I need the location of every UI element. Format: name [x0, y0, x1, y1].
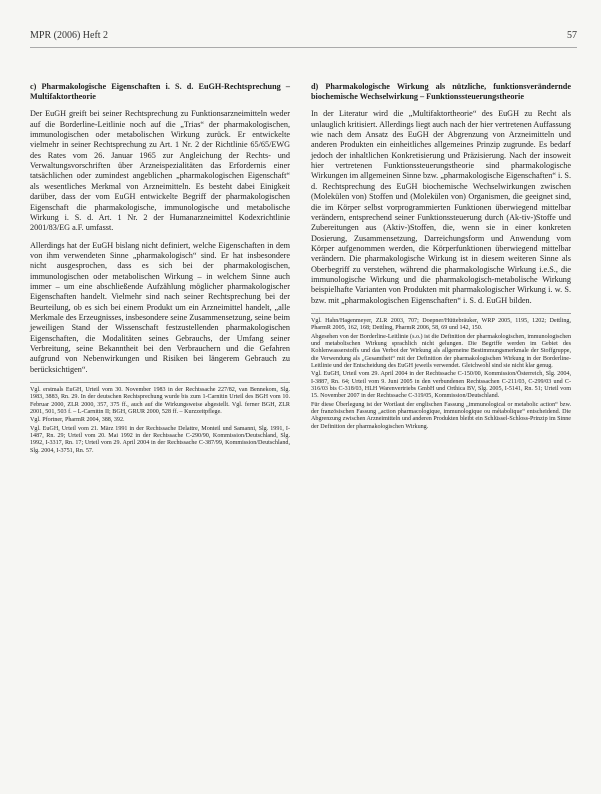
- page-number: 57: [567, 30, 577, 41]
- footnotes: [30, 382, 290, 455]
- footnote: Vgl. Pfortner, PharmR 2004, 388, 392.: [30, 417, 125, 424]
- paragraph: In der Literatur wird die „Multifaktortheorie“ des EuGH zu Recht als unlauglich kritisiert. Allerdings liegt auch nach der hier vertretenen Auffassung wie nach dem Ansatz des EuGH der Abgrenzung von Arzneimitteln und anderen Produkten ein einheitliches allgemeines Prinzip zugrunde. Es bedarf jedoch der inhaltlichen Konkretisierung und Präzisierung. Nach der insoweit hier vertretenen Funktionssteuerungstheorie sind pharmakologische Wirkungen im allgemeinen Sinne bzw. „pharmakologische Eigenschaften“ i. S. d. Rechtsprechung des EuGH biochemische Wechselwirkungen zwischen (Molekülen von) Stoffen und (Molekülen von) Organismen, die geeignet sind, die im Körper selbst vorprogrammierten Funktionen überwiegend mittelbar verändern, entsprechend seiner Funktionssteuerung durch (Ak-tiv-)Stoffe und Zubereitungen aus (Aktiv-)Stoffen, die, wenn sie in einer konkreten Dosierung, Zusammensetzung, Darreichungsform und Anwendung vom Körper aufgenommen werden, die Körperfunktionen überwiegend mittelbar verändern. Die pharmakologische Wirkung ist in diesem weiteren Sinne als Oberbegriff zu verstehen, während die pharmakologische Wirkung i.e.S., die immunologische Wirkung und die pharmakologisch-metabolische Wirkung beispielhafte Varianten von Produkten mit pharmakologischer Wirkung i. w. S. bzw. mit „pharmakologischen Eigenschaften“ i. S. d. EuGH bilden.: [311, 109, 571, 305]
- footnotes: [311, 313, 571, 431]
- running-header: [30, 30, 577, 41]
- header-rule: [30, 47, 577, 48]
- paragraph: Der EuGH greift bei seiner Rechtsprechung zu Funktionsarzneimitteln weder auf die Borderline-Leitlinie noch auf die „Trias“ der pharmakologischen, immunologischen oder metabolischen Wirkung zurück. Er entwickelte vielmehr in seiner Rechtsprechung zu Art. 1 Nr. 2 der Richtlinie 65/65/EWG des Rates vom 26. Januar 1965 zur Angleichung der Rechts- und Verwaltungsvorschriften über Arzneispezialitäten das Erfordernis einer tatsächlichen oder zumindest angeblichen „pharmakologischen Eigenschaft“ als wesentliches Merkmal von Arzneimitteln. Es besteht dabei Einigkeit darüber, dass der vom EuGH entwickelte Begriff der pharmakologischen Eigenschaft die pharmakologische, immunologische und metabolische Wirkung i. S. d. Art. 1 Nr. 2 der Humanarzneimittel Kodexrichtlinie 2001/83/EG a.F. umfasst.: [30, 109, 290, 233]
- section-heading-d: d) Pharmakologische Wirkung als nützliche, funktionsverändernde biochemische Wechselwirkung – Funktionssteuerungstheorie: [311, 82, 571, 102]
- footnote: Vgl. EuGH, Urteil vom 21. März 1991 in der Rechtssache Delattre, Monteil und Samanni, Slg. 1991, I-1487, Rn. 29; Urteil vom 20. Mai 1992 in der Rechtssache C-290/90, Kommission/Deutschland, Slg. 1992, I-3317, Rn. 17; Urteil vom 29. April 2004 in der Rechtssache C-387/99, Kommission/Deutschland, Slg. 2004, I-3751, Rn. 57.: [30, 425, 290, 454]
- left-column: [30, 82, 290, 456]
- paragraph: Allerdings hat der EuGH bislang nicht definiert, welche Eigenschaften in dem von ihm verwendeten Sinne „pharmakologisch“ sind. Er hat insbesondere nicht ausgesprochen, dass es sich bei der pharmakologischen, immunologischen oder metabolischen Wirkung – in welchem Sinne auch immer – um eine abschließende Aufzählung möglicher pharmakologischer Eigenschaften handelt. Vielmehr sind nach seiner Rechtsprechung bei der Beurteilung, ob es sich bei einem Produkt um ein Arzneimittel handelt, „alle Merkmale des Erzeugnisses, insbesondere seine Zusammensetzung, seine beim jeweiligen Stand der Wissenschaft festzustellenden pharmakologischen Eigenschaften, die Modalitäten seines Gebrauchs, der Umfang seiner Verbreitung, seine Bekanntheit bei den Verbrauchern und die Gefahren aufgrund von Nebenwirkungen und Risiken bei längerem Gebrauch zu berücksichtigen“.: [30, 240, 290, 374]
- footnote: Für diese Überlegung ist der Wortlaut der englischen Fassung „immunological or metabolic action“ bzw. der französischen Fassung „action pharmacologique, immunologique ou métabolique“ entscheidend. Die Abgrenzung zwischen Arzneimitteln und anderen Produkten bleibt ein Schlüssel-Schloss-Prinzip im Sinne der Definition der pharmakologischen Wirkung.: [311, 401, 571, 430]
- footnote: Vgl. EuGH, Urteil vom 29. April 2004 in der Rechtssache C-150/00, Kommission/Österreich, Slg. 2004, I-3887, Rn. 64; Urteil vom 9. Juni 2005 in den verbundenen Rechtssachen C-211/03, C-299/03 und C-316/03 bis C-318/03, HLH Warenvertriebs GmbH und Orthica BV, Slg. 2005, I-5141, Rn. 51; Urteil vom 15. November 2007 in der Rechtssache C-319/05, Kommission/Deutschland.: [311, 371, 571, 400]
- footnote: Vgl. erstmals EuGH, Urteil vom 30. November 1983 in der Rechtssache 227/82, van Bennekom, Slg. 1983, 3883, Rn. 29. In der deutschen Rechtsprechung wurde bis zum 1-Carnitin Urteil des BGH vom 10. Februar 2000, ZLR 2000, 357, 375 ff., auch auf die Wirkungsweise abgestellt. Vgl. ferner BGH, ZLR 2001, 501, 503 f. – L-Carnitin II; BGH, GRUR 2000, 528 ff. – Kurzzeitpflege.: [30, 387, 290, 416]
- footnote: Vgl. Hahn/Hagenmeyer, ZLR 2003, 707; Doepner/Hüttebräuker, WRP 2005, 1195, 1202; Dettling, PharmR 2005, 162, 168; Dettling, PharmR 2006, 58, 69 und 142, 150.: [311, 317, 571, 332]
- right-column: [311, 82, 571, 432]
- section-heading-c: c) Pharmakologische Eigenschaften i. S. d. EuGH-Rechtsprechung – Multifaktortheorie: [30, 82, 290, 102]
- journal-reference: MPR (2006) Heft 2: [30, 30, 109, 41]
- footnote: Abgesehen von der Borderline-Leitlinie (s.o.) ist die Definition der pharmakologischen, immunologischen und metabolischen Wirkung sprachlich nicht gelungen. Die Begriffe werden im Gebiet des Kohlenwasserstoffs und das Verbot der Wirkung als allgemeine Bestimmungsmerkmale der Stoffgruppe, die Verwendung als „Gesamtheit“ mit der Definition der pharmakologischen Wirkung in der Borderline-Leitlinie und der Entscheidung des EuGH jeweils verwendet. Gleichwohl sind sie nicht klar genug.: [311, 333, 571, 369]
